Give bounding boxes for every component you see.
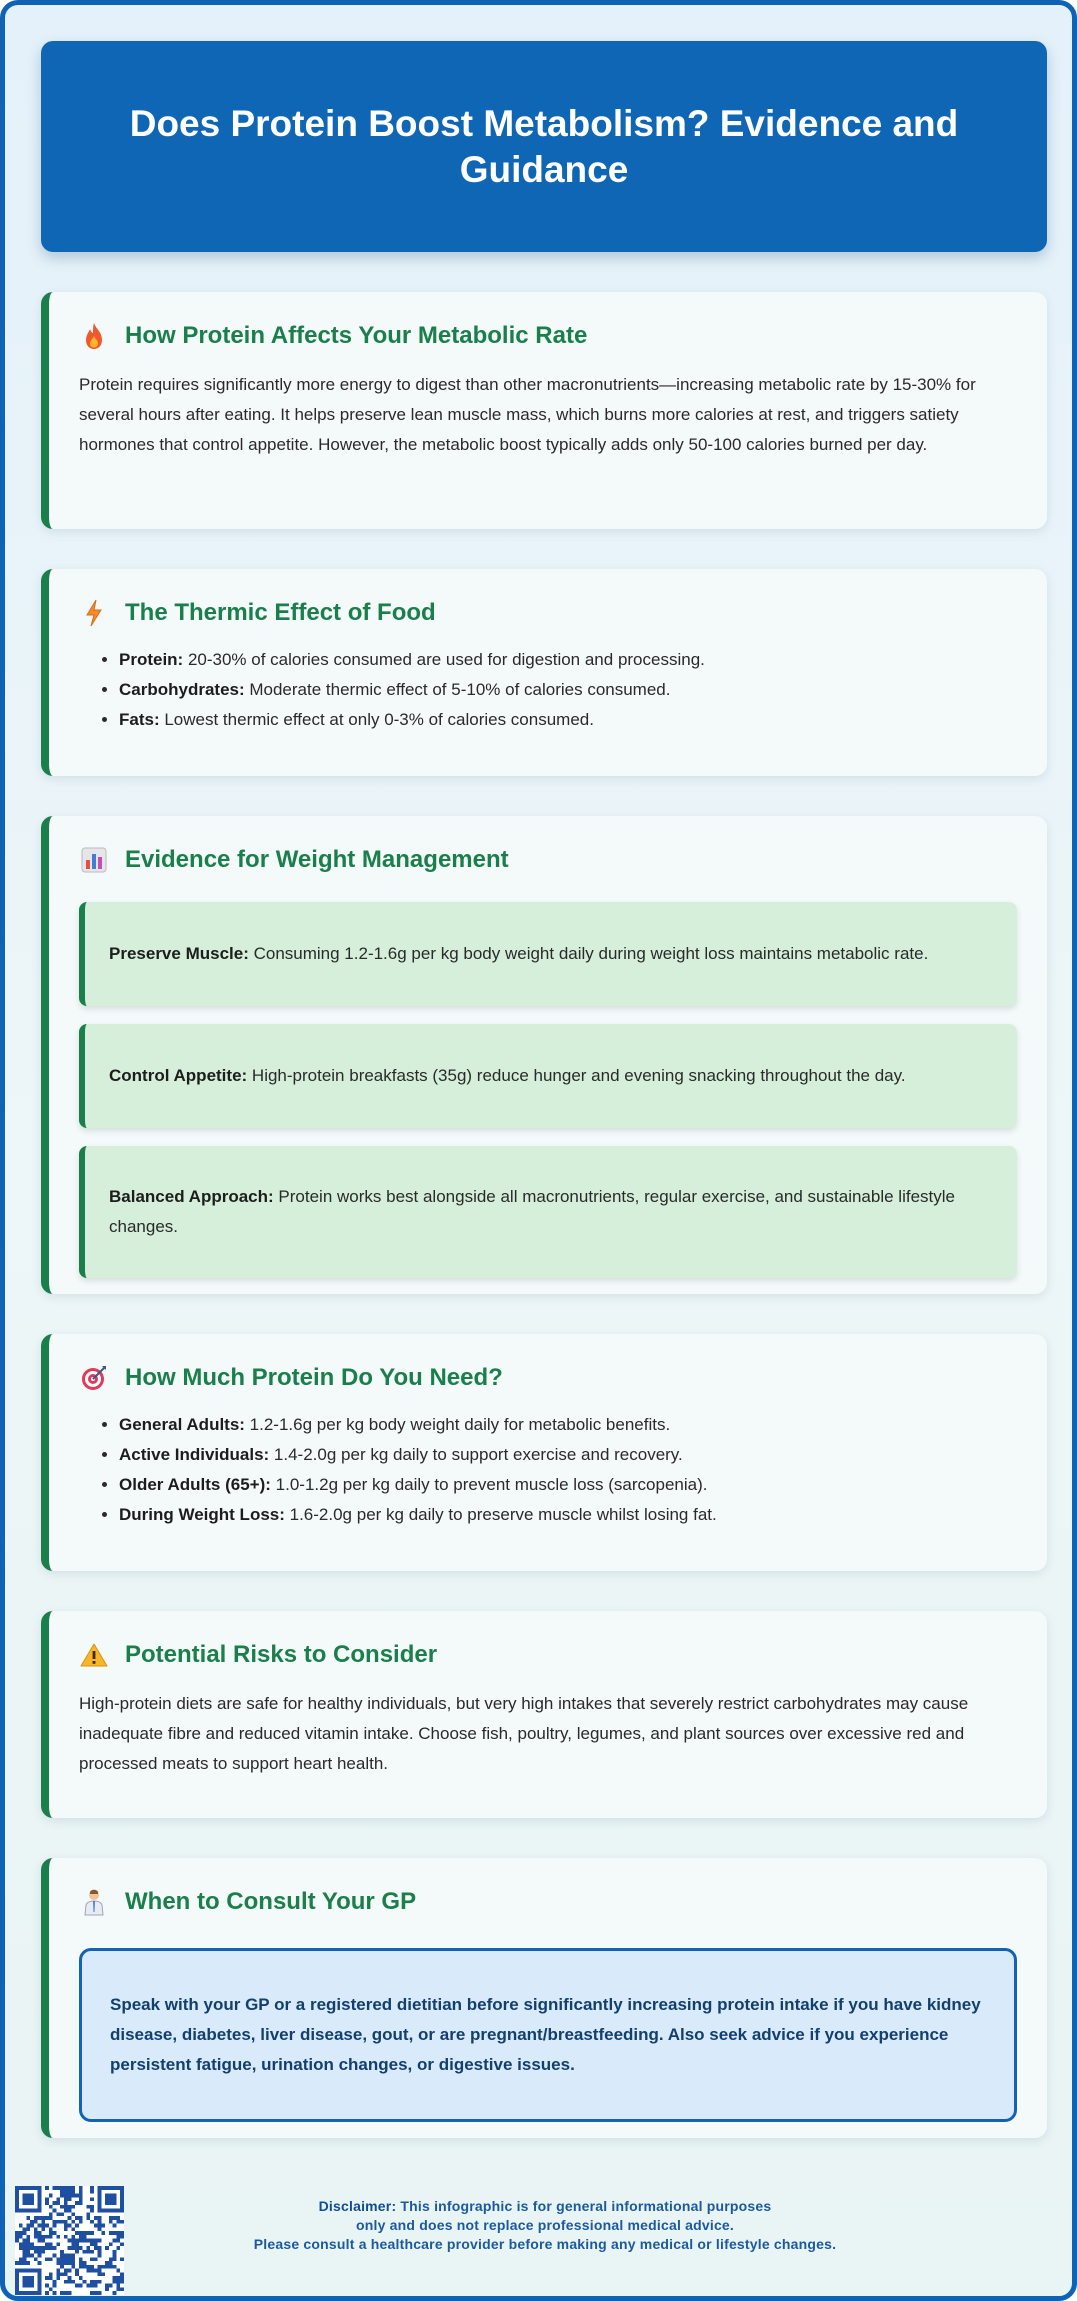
warning-icon <box>79 1640 109 1670</box>
section-risks <box>41 1611 1047 1818</box>
disclaimer <box>155 2197 935 2254</box>
list-item <box>119 645 1017 675</box>
list-item <box>119 705 1017 735</box>
lightning-icon <box>79 598 109 628</box>
qr-code-icon[interactable] <box>15 2186 124 2295</box>
disclaimer-line-1: This infographic is for general informational purposes <box>396 2198 772 2214</box>
evidence-text: High-protein breakfasts (35g) reduce hunger and evening snacking throughout the day. <box>247 1066 906 1085</box>
list-item <box>119 1470 1017 1500</box>
section-title: The Thermic Effect of Food <box>125 599 436 626</box>
gp-advice-box <box>79 1948 1017 2122</box>
list-item-text: 1.0-1.2g per kg daily to prevent muscle loss (sarcopenia). <box>270 1475 708 1494</box>
section-consult-gp <box>41 1858 1047 2138</box>
page-title: Does Protein Boost Metabolism? Evidence and Guidance <box>129 103 959 190</box>
section-header <box>79 1360 1017 1396</box>
doctor-icon <box>79 1887 109 1917</box>
section-title: Potential Risks to Consider <box>125 1641 438 1668</box>
evidence-text: Protein works best alongside all macronutrients, regular exercise, and sustainable lifestyle changes. <box>109 1187 955 1236</box>
thermic-list <box>119 645 1017 735</box>
section-header <box>79 318 1017 354</box>
disclaimer-line-3: Please consult a healthcare provider before making any medical or lifestyle changes. <box>253 2236 837 2252</box>
evidence-card <box>79 1146 1017 1278</box>
evidence-card <box>79 1024 1017 1128</box>
disclaimer-line-2: only and does not replace professional medical advice. <box>355 2217 735 2233</box>
section-title: When to Consult Your GP <box>125 1888 417 1915</box>
section-header <box>79 595 1017 631</box>
section-title: Evidence for Weight Management <box>125 846 509 873</box>
list-item-label: Protein: <box>119 650 184 669</box>
disclaimer-label: Disclaimer: <box>318 2198 397 2214</box>
section-header <box>79 1637 1017 1673</box>
section-text: High-protein diets are safe for healthy individuals, but very high intakes that severely restrict carbohydrates may cause inadequate fibre and reduced vitamin intake. Choose fish, poultry, legumes, and plant sources over excessive red and processed meats to support heart health. <box>79 1694 969 1773</box>
list-item-text: 20-30% of calories consumed are used for digestion and processing. <box>183 650 705 669</box>
list-item <box>119 1440 1017 1470</box>
list-item-text: Moderate thermic effect of 5-10% of calories consumed. <box>244 680 671 699</box>
list-item-label: During Weight Loss: <box>119 1505 285 1524</box>
evidence-card <box>79 902 1017 1006</box>
evidence-text: Consuming 1.2-1.6g per kg body weight daily during weight loss maintains metabolic rate. <box>248 944 929 963</box>
section-thermic-effect <box>41 569 1047 776</box>
list-item <box>119 675 1017 705</box>
list-item-label: Active Individuals: <box>119 1445 270 1464</box>
section-title: How Much Protein Do You Need? <box>125 1364 503 1391</box>
section-header <box>79 842 1017 878</box>
list-item <box>119 1410 1017 1440</box>
section-text: Protein requires significantly more energy to digest than other macronutrients—increasing metabolic rate by 15-30% for several hours after eating. It helps preserve lean muscle mass, which burns more calories at rest, and triggers satiety hormones that control appetite. However, the metabolic boost typically adds only 50-100 calories burned per day. <box>79 375 976 454</box>
evidence-label: Balanced Approach: <box>109 1187 274 1206</box>
header-banner <box>41 41 1047 252</box>
list-item-label: General Adults: <box>119 1415 245 1434</box>
section-title: How Protein Affects Your Metabolic Rate <box>125 322 588 349</box>
bar-chart-icon <box>79 845 109 875</box>
fire-icon <box>79 321 109 351</box>
evidence-label: Preserve Muscle: <box>109 944 249 963</box>
section-weight-management <box>41 816 1047 1294</box>
target-icon <box>79 1363 109 1393</box>
list-item <box>119 1500 1017 1530</box>
list-item-label: Carbohydrates: <box>119 680 245 699</box>
gp-advice-text: Speak with your GP or a registered dietitian before significantly increasing protein intake if you have kidney disease, diabetes, liver disease, gout, or are pregnant/breastfeeding. Also seek advice if you experience persistent fatigue, urination changes, or digestive issues. <box>110 1995 981 2074</box>
section-protein-amount <box>41 1334 1047 1571</box>
section-metabolic-rate <box>41 292 1047 529</box>
protein-amount-list <box>119 1410 1017 1530</box>
list-item-text: Lowest thermic effect at only 0-3% of calories consumed. <box>159 710 594 729</box>
list-item-text: 1.6-2.0g per kg daily to preserve muscle whilst losing fat. <box>284 1505 717 1524</box>
list-item-label: Fats: <box>119 710 160 729</box>
list-item-label: Older Adults (65+): <box>119 1475 271 1494</box>
list-item-text: 1.4-2.0g per kg daily to support exercise and recovery. <box>269 1445 683 1464</box>
section-header <box>79 1884 1017 1920</box>
evidence-label: Control Appetite: <box>109 1066 248 1085</box>
list-item-text: 1.2-1.6g per kg body weight daily for metabolic benefits. <box>244 1415 671 1434</box>
